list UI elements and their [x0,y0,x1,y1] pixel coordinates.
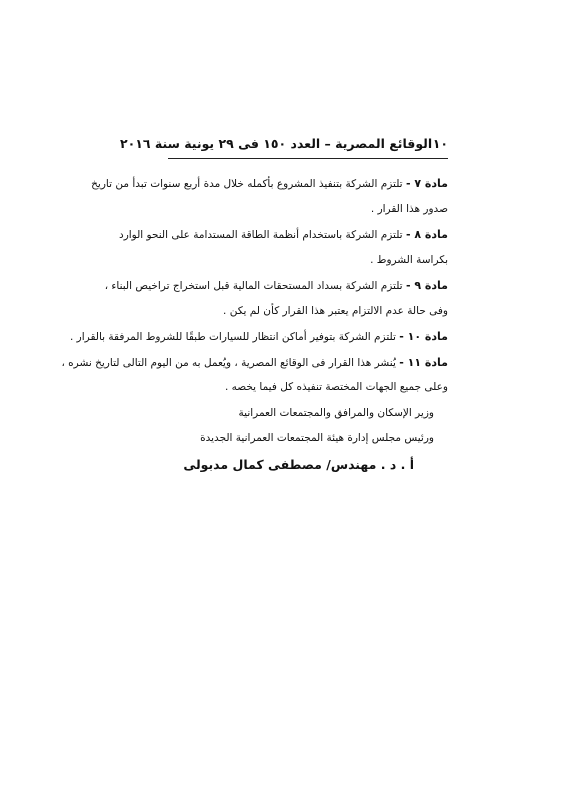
article-7-label: مادة ٧ - [405,177,448,190]
article-9-label: مادة ٩ - [405,279,448,292]
decree-body [61,171,448,477]
article-8-line-2: بكراسة الشروط . [370,253,448,266]
article-10-line-1 [70,324,448,350]
article-8-label: مادة ٨ - [405,228,448,241]
article-9-line-2: وفى حالة عدم الالتزام يعتبر هذا القرار كأن لم يكن . [223,304,448,317]
minister-title: وزير الإسكان والمرافق والمجتمعات العمرانية [238,406,434,419]
article-8-line-1 [120,222,448,248]
minister-signature: أ . د . مهندس/ مصطفى كمال مدبولى [183,456,414,472]
article-11-line-1 [61,350,448,376]
article-11-line-2: وعلى جميع الجهات المختصة تنفيذه كل فيما يخصه . [224,381,448,393]
header-divider [168,158,448,159]
page-header [120,136,448,156]
article-11-text: يُنشر هذا القرار فى الوقائع المصرية ، ويُعمل به من اليوم التالى لتاريخ نشره ، [61,356,396,369]
article-7-line-2: صدور هذا القرار . [370,202,448,215]
page-number: ١٠ [432,136,448,151]
authority-chair-title: ورئيس مجلس إدارة هيئة المجتمعات العمرانية الجديدة [200,432,434,444]
article-7-text: تلتزم الشركة بتنفيذ المشروع بأكمله خلال مدة أربع سنوات تبدأ من تاريخ [91,178,403,190]
article-9-line-1 [104,273,448,299]
article-11-label: مادة ١١ - [399,355,448,369]
article-8-text: تلتزم الشركة باستخدام أنظمة الطاقة المستدامة على النحو الوارد [119,229,403,241]
article-10-text: تلتزم الشركة بتوفير أماكن انتظار للسيارات طبقًا للشروط المرفقة بالقرار . [70,331,396,343]
article-9-text: تلتزم الشركة بسداد المستحقات المالية قبل استخراج تراخيص البناء ، [104,280,403,292]
article-7-line-1 [91,171,448,197]
gazette-title: الوقائع المصرية – العدد ١٥٠ فى ٢٩ يونية سنة ٢٠١٦ [120,136,433,151]
article-10-label: مادة ١٠ - [399,330,448,343]
